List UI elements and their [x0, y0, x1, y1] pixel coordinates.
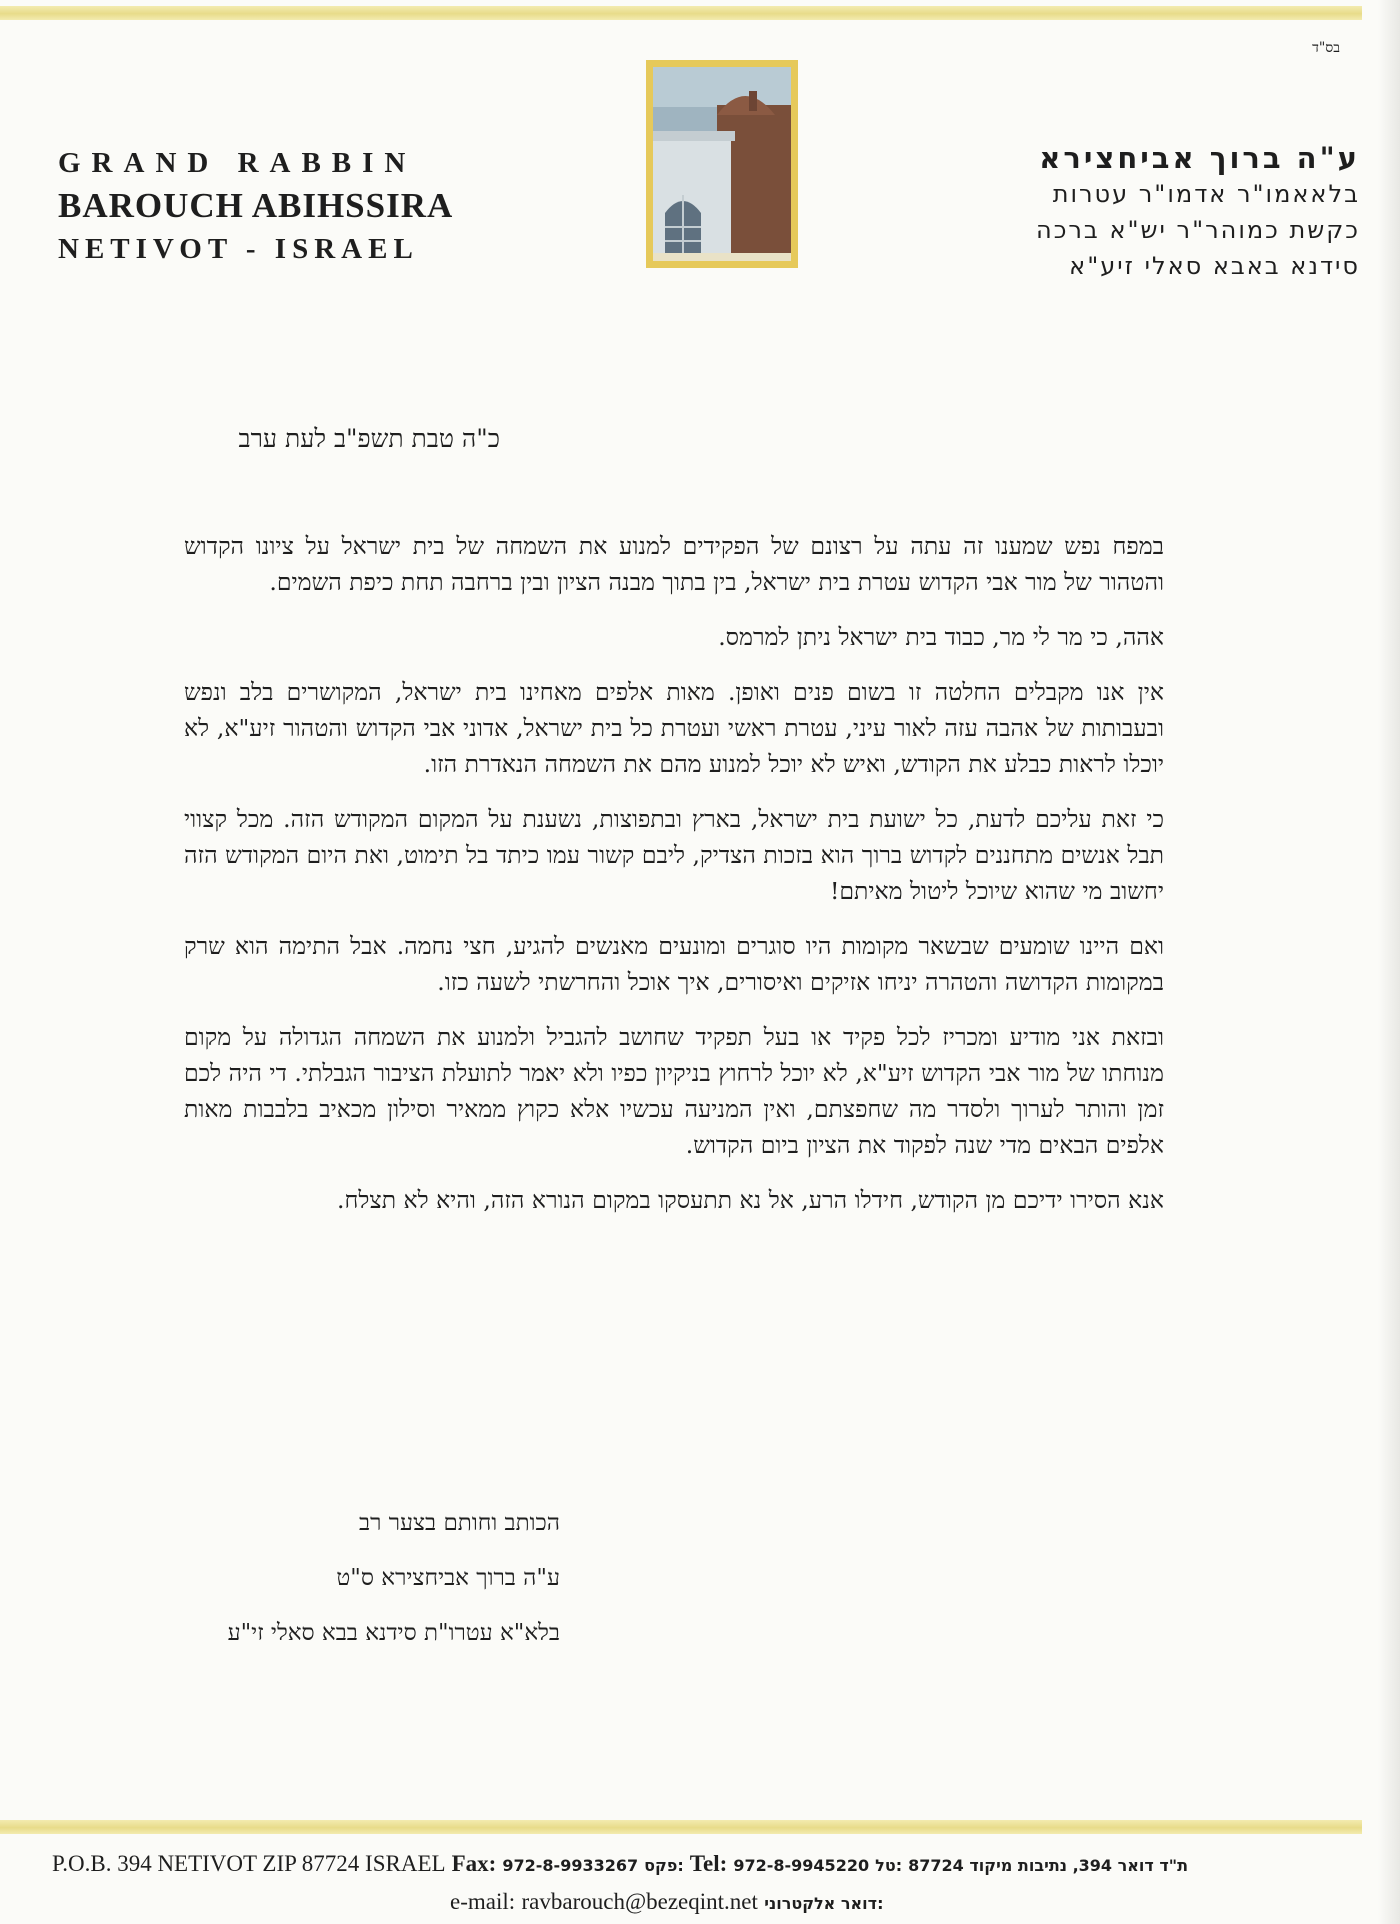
- letterhead-latin-line-2: BAROUCH ABIHSSIRA: [58, 186, 454, 225]
- tomb-emblem-picture: [653, 67, 791, 261]
- bsd-mark: בס"ד: [1312, 40, 1340, 56]
- footer-email-line: [450, 1889, 950, 1915]
- letterhead-hebrew-line-3: כקשת כמוהר"ר יש"א ברכה: [1036, 216, 1360, 244]
- footer-contact-line: [52, 1851, 1352, 1877]
- letter-body: [184, 528, 1164, 1237]
- signature-line-2: ע"ה ברוך אביחצירא ס"ט: [336, 1565, 560, 1591]
- body-paragraph: ובזאת אני מודיע ומכריז לכל פקיד או בעל תפקיד שחושב להגביל ולמנוע את השמחה הגדולה על מקום מנוחתו של מור אבי הקדוש זיע"א, לא יוכל לרחוץ בניקיון כפיו ולא יאמר לתועלת הציבור הגבלתי. די היה לכם זמן והותר לערוך ולסדר מה שחפצתם, ואין המניעה עכשיו אלא כקוץ ממאיר וסילון מכאיב בלבבות מאות אלפים הבאים מדי שנה לפקוד את הציון ביום הקדוש.: [184, 1023, 1164, 1159]
- body-paragraph: אהה, כי מר לי מר, כבוד בית ישראל ניתן למרמס.: [718, 623, 1164, 651]
- footer-gold-rule: [0, 1820, 1362, 1834]
- letterhead-hebrew-line-4: סידנא באבא סאלי זיע"א: [1069, 252, 1360, 280]
- letterhead-latin-line-3: NETIVOT - ISRAEL: [58, 233, 419, 265]
- body-paragraph: אין אנו מקבלים החלטה זו בשום פנים ואופן. מאות אלפים מאחינו בית ישראל, המקושרים בלב ונפש ובעבותות של אהבה עזה לאור עיני, עטרת ראשי ועטרת כל בית ישראל, אדוני אבי הקדוש והטהור זיע"א, לא יוכלו לראות כבלע את הקודש, ואיש לא יוכל למנוע מהם את השמחה הנאדרת הזו.: [184, 678, 1164, 778]
- letterhead-hebrew-line-1: ע"ה ברוך אביחצירא: [1039, 141, 1360, 175]
- letterhead-latin-line-1: GRAND RABBIN: [58, 147, 417, 179]
- letter-date: כ"ה טבת תשפ"ב לעת ערב: [238, 424, 500, 453]
- tomb-emblem-image: [646, 60, 798, 268]
- footer-email-label: e-mail:: [450, 1889, 516, 1914]
- footer-email-label-he: :דואר אלקטרוני: [764, 1894, 884, 1913]
- signature-line-3: בלא"א עטרו"ת סידנא בבא סאלי זי"ע: [227, 1620, 560, 1646]
- letterhead-hebrew: [960, 140, 1360, 284]
- letterhead-hebrew-line-2: בלאאמו"ר אדמו"ר עטרות: [1052, 180, 1360, 208]
- header-gold-rule: [0, 6, 1362, 20]
- body-paragraph: כי זאת עליכם לדעת, כל ישועת בית ישראל, בארץ ובתפוצות, נשענת על המקום המקודש הזה. מכל קצווי תבל אנשים מתחננים לקדוש ברוך הוא בזכות הצדיק, ליבם קשור עמו כיתד בל תימוט, ואת היום המקודש הזה יחשוב מי שהוא שיוכל ליטול מאיתם!: [184, 805, 1164, 905]
- footer-tel-label: Tel:: [689, 1851, 728, 1876]
- footer-address-he: ת"ד דואר 394, נתיבות מיקוד 87724: [908, 1856, 1189, 1875]
- letterhead-latin: [58, 142, 458, 270]
- body-paragraph: במפח נפש שמענו זה עתה על רצונם של הפקידים למנוע את השמחה של בית ישראל על ציונו הקדוש והטהור של מור אבי הקדוש עטרת בית ישראל, בין בתוך מבנה הציון ובין ברחבה תחת כיפת השמים.: [184, 532, 1164, 596]
- body-paragraph: ואם היינו שומעים שבשאר מקומות היו סוגרים ומונעים מאנשים להגיע, חצי נחמה. אבל התימה הוא שרק במקומות הקדושה והטהרה יניחו אזיקים ואיסורים, איך אוכל והחרשתי לשעה כזו.: [184, 932, 1164, 996]
- page-edge-shadow: [1378, 0, 1400, 1924]
- footer-email-address: ravbarouch@bezeqint.net: [521, 1889, 758, 1914]
- signature-line-1: הכותב וחותם בצער רב: [359, 1510, 560, 1536]
- footer-tel-number: 972-8-9945220: [733, 1856, 870, 1875]
- footer-fax-label-he: :פקס: [644, 1856, 684, 1875]
- footer-fax-number: 972-8-9933267: [502, 1856, 639, 1875]
- body-paragraph: אנא הסירו ידיכם מן הקודש, חידלו הרע, אל נא תתעסקו במקום הנורא הזה, והיא לא תצלח.: [337, 1186, 1164, 1214]
- footer-address-en: P.O.B. 394 NETIVOT ZIP 87724 ISRAEL: [52, 1851, 446, 1876]
- footer-fax-label: Fax:: [451, 1851, 497, 1876]
- footer-tel-label-he: :טל: [875, 1856, 903, 1875]
